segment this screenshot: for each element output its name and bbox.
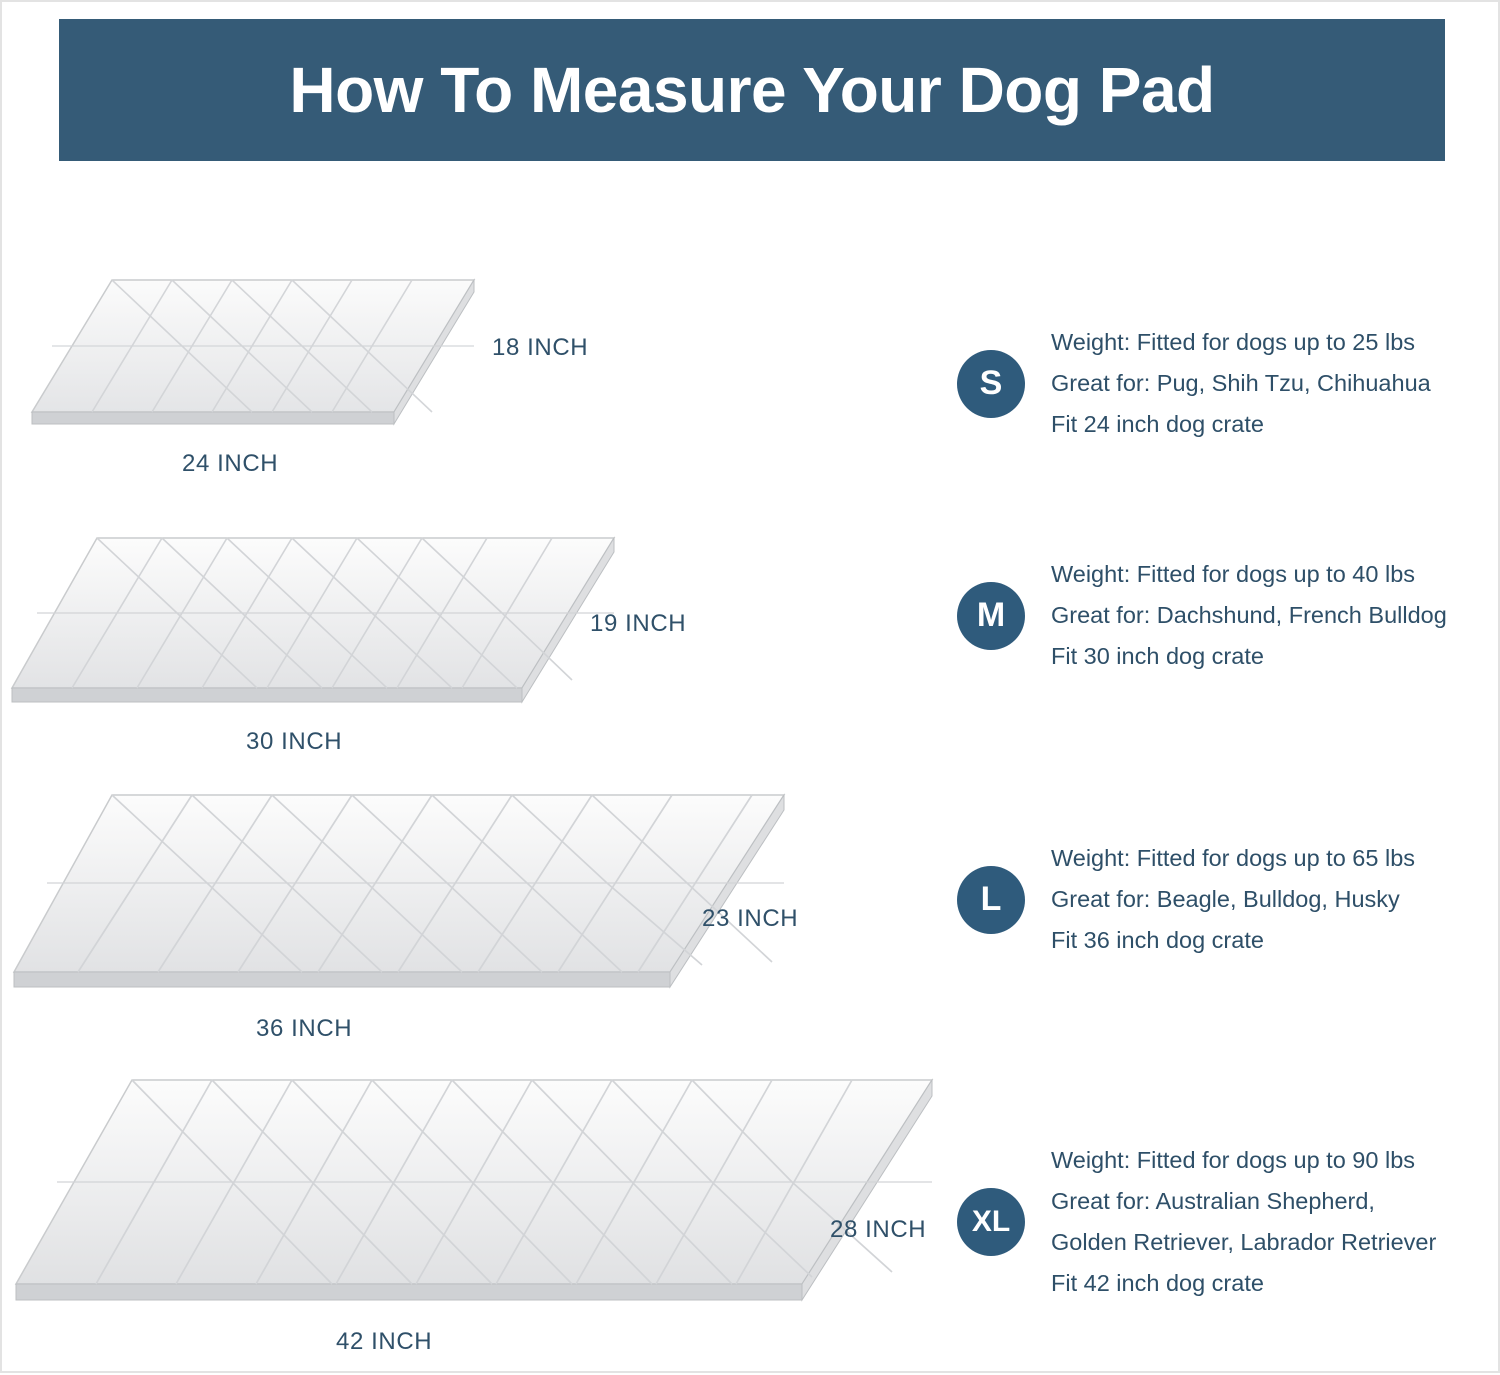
size-fit-m: Fit 30 inch dog crate xyxy=(1051,643,1264,669)
size-great-for-xl-2: Golden Retriever, Labrador Retriever xyxy=(1051,1229,1437,1255)
pad-block-l xyxy=(2,787,832,1062)
size-fit-xl: Fit 42 inch dog crate xyxy=(1051,1270,1264,1296)
size-great-for-xl: Great for: Australian Shepherd, xyxy=(1051,1188,1375,1214)
pad-depth-label-m: 19 INCH xyxy=(590,610,687,637)
size-great-for-m: Great for: Dachshund, French Bulldog xyxy=(1051,602,1447,628)
pad-width-label-m: 30 INCH xyxy=(246,728,343,755)
size-great-for-l: Great for: Beagle, Bulldog, Husky xyxy=(1051,886,1400,912)
size-row-s xyxy=(957,322,1431,445)
size-row-m xyxy=(957,554,1447,677)
pad-block-s xyxy=(22,272,642,492)
quilted-dog-pad-icon xyxy=(2,787,792,1017)
pad-depth-label-s: 18 INCH xyxy=(492,334,589,361)
size-badge-xl: XL xyxy=(957,1188,1025,1256)
size-fit-s: Fit 24 inch dog crate xyxy=(1051,411,1264,437)
size-details-s xyxy=(1051,322,1431,445)
pad-block-m xyxy=(2,530,722,780)
quilted-dog-pad-icon xyxy=(2,530,622,730)
size-details-l xyxy=(1051,838,1415,961)
pad-width-label-xl: 42 INCH xyxy=(336,1328,433,1355)
pad-width-label-l: 36 INCH xyxy=(256,1015,353,1042)
size-weight-m: Weight: Fitted for dogs up to 40 lbs xyxy=(1051,561,1416,587)
pad-block-xl xyxy=(2,1072,962,1372)
size-weight-xl: Weight: Fitted for dogs up to 90 lbs xyxy=(1051,1147,1416,1173)
size-details-m xyxy=(1051,554,1447,677)
size-weight-l: Weight: Fitted for dogs up to 65 lbs xyxy=(1051,845,1416,871)
quilted-dog-pad-icon xyxy=(22,272,482,452)
pad-depth-label-l: 23 INCH xyxy=(702,905,799,932)
pad-depth-label-xl: 28 INCH xyxy=(830,1216,927,1243)
size-row-l xyxy=(957,838,1415,961)
page-title: How To Measure Your Dog Pad xyxy=(289,54,1215,126)
size-fit-l: Fit 36 inch dog crate xyxy=(1051,927,1264,953)
quilted-dog-pad-icon xyxy=(2,1072,942,1330)
size-great-for-s: Great for: Pug, Shih Tzu, Chihuahua xyxy=(1051,370,1431,396)
size-badge-l: L xyxy=(957,866,1025,934)
header-banner xyxy=(59,19,1445,161)
pad-width-label-s: 24 INCH xyxy=(182,450,279,477)
size-row-xl xyxy=(957,1140,1436,1304)
size-details-xl xyxy=(1051,1140,1436,1304)
pad-illustrations xyxy=(2,162,962,1375)
size-badge-s: S xyxy=(957,350,1025,418)
size-weight-s: Weight: Fitted for dogs up to 25 lbs xyxy=(1051,329,1416,355)
size-badge-m: M xyxy=(957,582,1025,650)
